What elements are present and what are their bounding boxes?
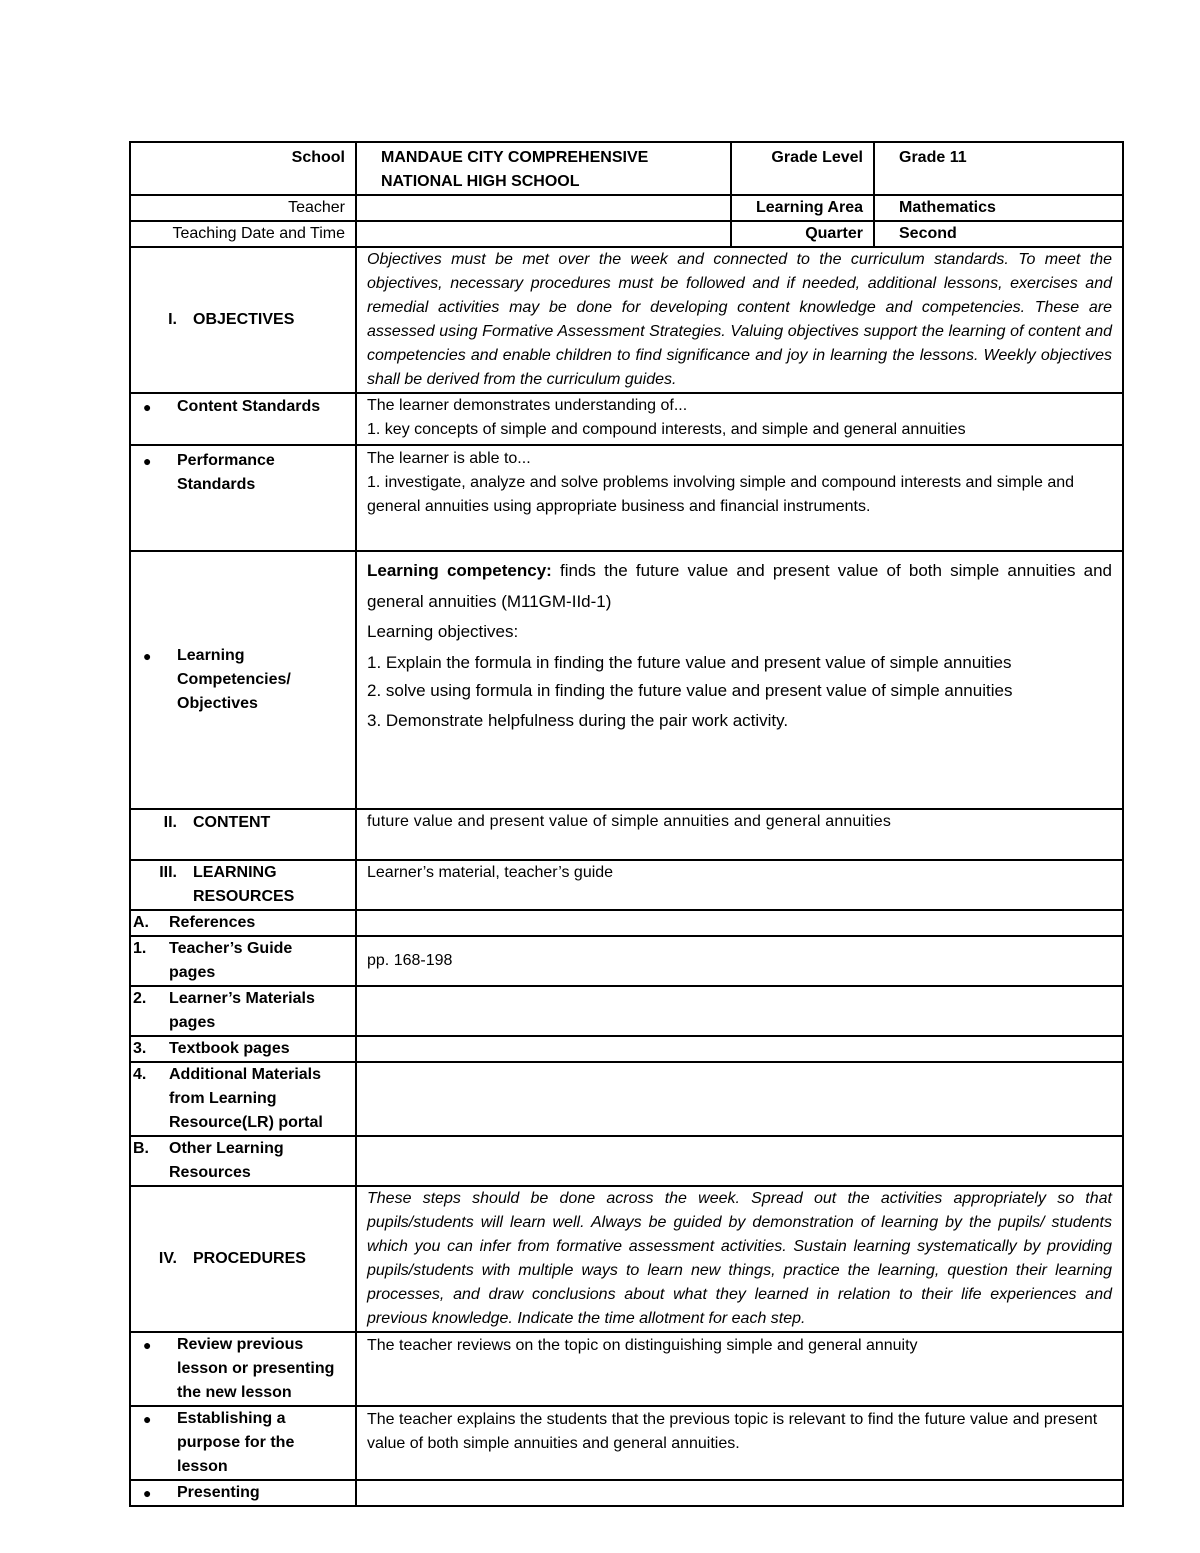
purpose-line1: Establishing a	[177, 1410, 286, 1427]
table-row	[130, 986, 1123, 1036]
school-value	[356, 142, 731, 195]
textbook-label-cell	[130, 1036, 356, 1062]
other-resources-line1: Other Learning	[169, 1140, 284, 1157]
other-resources-label-cell	[130, 1136, 356, 1186]
content-numeral: II.	[163, 814, 177, 831]
textbook-value	[356, 1036, 1123, 1062]
table-row	[130, 1036, 1123, 1062]
references-row	[130, 910, 1123, 936]
procedures-title: PROCEDURES	[193, 1250, 306, 1267]
performance-standards-value	[356, 445, 1123, 551]
presenting-label: Presenting	[177, 1484, 260, 1501]
learners-materials-label-cell	[130, 986, 356, 1036]
competencies-label-line3: Objectives	[177, 695, 258, 712]
bullet-icon: ●	[143, 453, 152, 469]
review-row	[130, 1332, 1123, 1406]
review-line3: the new lesson	[177, 1384, 292, 1401]
learners-materials-label-line1: Learner’s Materials	[169, 990, 315, 1007]
date-time-value	[356, 221, 731, 247]
other-resources-line2: Resources	[169, 1164, 251, 1181]
competencies-row	[130, 551, 1123, 809]
grade-level-label: Grade Level	[731, 142, 874, 195]
content-standards-line1: The learner demonstrates understanding of...	[367, 397, 688, 414]
item-number: 2.	[133, 990, 147, 1007]
competency-prefix: Learning competency:	[367, 561, 552, 580]
procedures-numeral: IV.	[158, 1250, 177, 1267]
learning-area-label: Learning Area	[731, 195, 874, 221]
other-resources-value	[356, 1136, 1123, 1186]
objectives-numeral: I.	[168, 311, 177, 328]
school-value-line1: MANDAUE CITY COMPREHENSIVE	[381, 149, 649, 166]
school-value-line2: NATIONAL HIGH SCHOOL	[381, 173, 580, 190]
competencies-value	[356, 551, 1123, 809]
item-number: 4.	[133, 1066, 147, 1083]
learning-resources-title-line1: LEARNING	[193, 864, 277, 881]
performance-standards-label-line1: Performance	[177, 452, 275, 469]
teachers-guide-label-cell	[130, 936, 356, 986]
references-label: References	[169, 914, 256, 931]
school-label: School	[130, 142, 356, 195]
additional-materials-line2: from Learning	[169, 1090, 277, 1107]
bullet-icon: ●	[143, 1337, 152, 1353]
learning-resources-heading	[130, 860, 356, 910]
references-letter: A.	[133, 914, 149, 931]
learning-resources-numeral: III.	[159, 864, 177, 881]
purpose-value: The teacher explains the students that the previous topic is relevant to find the future value and present value of both simple annuities and general annuities.	[356, 1406, 1123, 1480]
performance-standards-line1: The learner is able to...	[367, 450, 531, 467]
additional-materials-line1: Additional Materials	[169, 1066, 322, 1083]
references-value	[356, 910, 1123, 936]
purpose-row	[130, 1406, 1123, 1480]
item-number: 1.	[133, 940, 147, 957]
additional-materials-value	[356, 1062, 1123, 1136]
quarter-label: Quarter	[731, 221, 874, 247]
textbook-label: Textbook pages	[169, 1040, 290, 1057]
performance-standards-row	[130, 445, 1123, 551]
competency-text: finds the future value and present value of both simple annuities and general annuities (M11GM-IId-1)	[367, 561, 1112, 611]
teachers-guide-value: pp. 168-198	[356, 936, 1123, 986]
item-number: 3.	[133, 1040, 147, 1057]
additional-materials-line3: Resource(LR) portal	[169, 1114, 323, 1131]
date-time-label: Teaching Date and Time	[130, 221, 356, 247]
presenting-row	[130, 1480, 1123, 1506]
references-heading	[130, 910, 356, 936]
learning-resources-title-line2: RESOURCES	[193, 888, 295, 905]
procedures-heading	[130, 1186, 356, 1332]
bullet-icon: ●	[143, 399, 152, 415]
competencies-label-line2: Competencies/	[177, 671, 291, 688]
learners-materials-value	[356, 986, 1123, 1036]
content-heading	[130, 809, 356, 860]
review-line2: lesson or presenting	[177, 1360, 335, 1377]
competencies-label-cell	[130, 551, 356, 809]
learners-materials-label-line2: pages	[169, 1014, 216, 1031]
content-standards-row	[130, 393, 1123, 445]
school-row	[130, 142, 1123, 195]
table-row	[130, 1062, 1123, 1136]
teacher-label: Teacher	[130, 195, 356, 221]
presenting-value	[356, 1480, 1123, 1506]
teachers-guide-label-line1: Teacher’s Guide	[169, 940, 293, 957]
purpose-line2: purpose for the	[177, 1434, 295, 1451]
teacher-value	[356, 195, 731, 221]
other-resources-letter: B.	[133, 1140, 149, 1157]
teacher-row	[130, 195, 1123, 221]
learning-resources-row	[130, 860, 1123, 910]
bullet-icon: ●	[143, 1485, 152, 1501]
bullet-icon: ●	[143, 648, 152, 664]
content-title: CONTENT	[193, 814, 271, 831]
dll-table	[129, 141, 1124, 1507]
objective-2: 2. solve using formula in finding the future value and present value of simple annuities	[367, 681, 1013, 700]
content-standards-label-cell	[130, 393, 356, 445]
objective-3: 3. Demonstrate helpfulness during the pair work activity.	[367, 711, 789, 730]
table-row	[130, 936, 1123, 986]
objectives-title: OBJECTIVES	[193, 311, 295, 328]
performance-standards-label-line2: Standards	[177, 476, 256, 493]
content-standards-line2: 1. key concepts of simple and compound interests, and simple and general annuities	[367, 421, 966, 438]
teachers-guide-label-line2: pages	[169, 964, 216, 981]
objectives-note: Objectives must be met over the week and connected to the curriculum standards. To meet the objectives, necessary procedures must be followed and if needed, additional lessons, exercises and remedial activities may be done for developing content knowledge and competencies. These are assessed using Formative Assessment Strategies. Valuing objectives support the learning of content and competencies and enable children to find significance and joy in learning the lessons. Weekly objectives shall be derived from the curriculum guides.	[356, 247, 1123, 393]
performance-standards-label-cell	[130, 445, 356, 551]
quarter-value: Second	[874, 221, 1123, 247]
review-line1: Review previous	[177, 1336, 304, 1353]
review-value: The teacher reviews on the topic on distinguishing simple and general annuity	[356, 1332, 1123, 1406]
other-resources-row	[130, 1136, 1123, 1186]
procedures-row	[130, 1186, 1123, 1332]
procedures-note: These steps should be done across the week. Spread out the activities appropriately so that pupils/students will learn well. Always be guided by demonstration of learning by the pupils/ students which you can infer from formative assessment activities. Sustain learning systematically by providing pupils/students with multiple ways to learn new things, practice the learning, question their learning processes, and draw conclusions about what they learned in relation to their life experiences and previous knowledge. Indicate the time allotment for each step.	[356, 1186, 1123, 1332]
objective-1: 1. Explain the formula in finding the future value and present value of simple annuities	[367, 653, 1012, 672]
learning-area-value: Mathematics	[874, 195, 1123, 221]
content-row	[130, 809, 1123, 860]
additional-materials-label-cell	[130, 1062, 356, 1136]
grade-level-value: Grade 11	[874, 142, 1123, 195]
purpose-line3: lesson	[177, 1458, 228, 1475]
presenting-label-cell	[130, 1480, 356, 1506]
review-label-cell	[130, 1332, 356, 1406]
content-standards-label: Content Standards	[177, 398, 321, 415]
performance-standards-line2: 1. investigate, analyze and solve problems involving simple and compound interests and simple and general annuities using appropriate business and financial instruments.	[367, 474, 1075, 515]
objectives-heading-text: Learning objectives:	[367, 622, 519, 641]
purpose-label-cell	[130, 1406, 356, 1480]
competencies-label-line1: Learning	[177, 647, 245, 664]
content-standards-value	[356, 393, 1123, 445]
learning-resources-value: Learner’s material, teacher’s guide	[356, 860, 1123, 910]
objectives-heading	[130, 247, 356, 393]
date-row	[130, 221, 1123, 247]
content-value: future value and present value of simple annuities and general annuities	[356, 809, 1123, 860]
objectives-row	[130, 247, 1123, 393]
bullet-icon: ●	[143, 1411, 152, 1427]
